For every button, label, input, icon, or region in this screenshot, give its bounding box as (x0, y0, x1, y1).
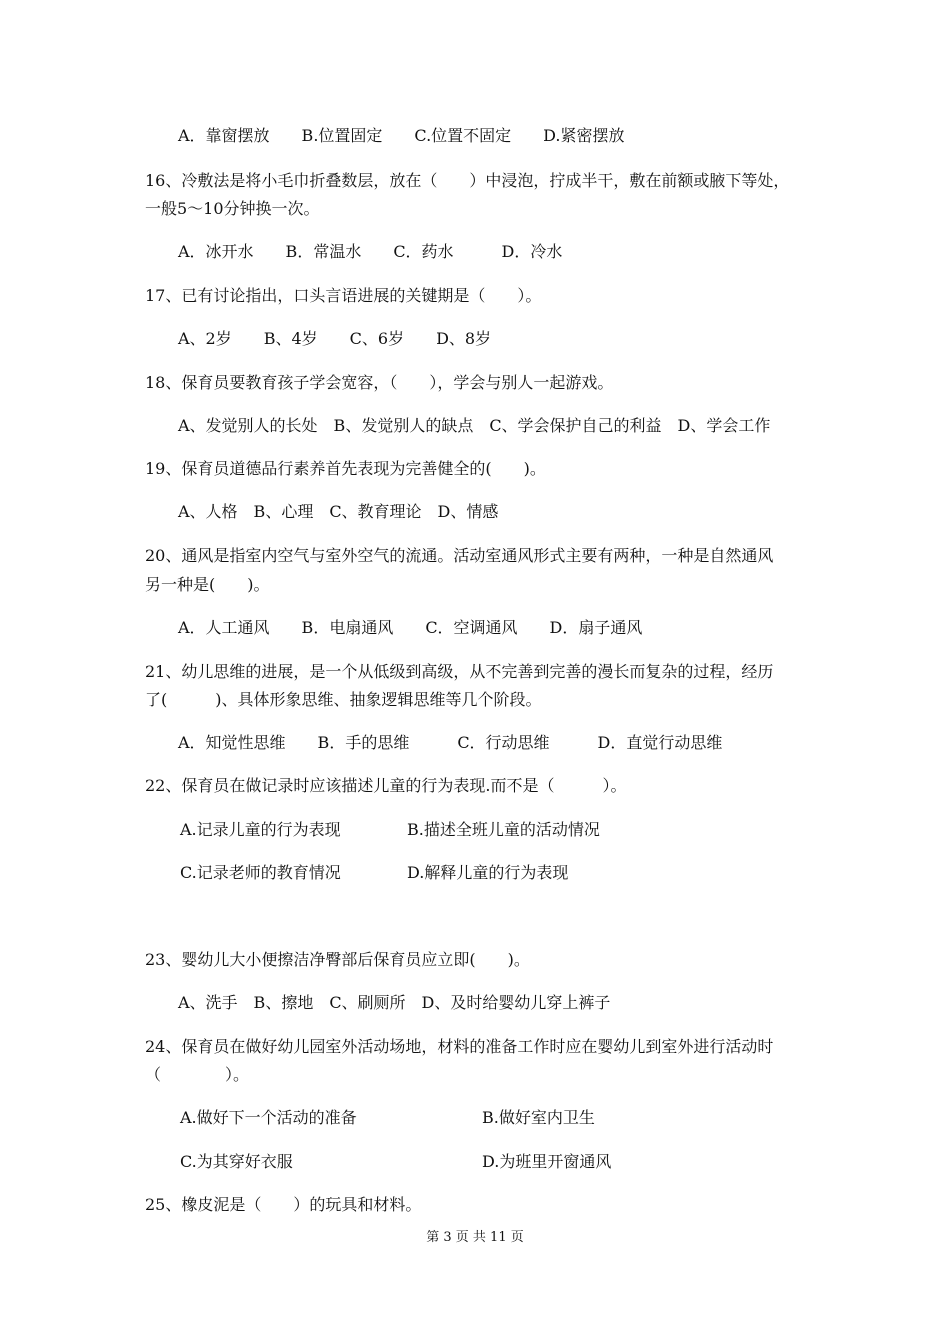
q24-stem: 24、保育员在做好幼儿园室外活动场地，材料的准备工作时应在婴幼儿到室外进行活动时 (145, 1037, 774, 1056)
q23-options: A、洗手 B、擦地 C、刷厕所 D、及时给婴幼儿穿上裤子 (178, 993, 611, 1012)
q24-stem-cont: （ ）。 (145, 1065, 250, 1084)
q21-options: A．知觉性思维 B．手的思维 C．行动思维 D．直觉行动思维 (178, 733, 723, 752)
q16-options: A．冰开水 B．常温水 C．药水 D．冷水 (178, 242, 563, 261)
q15-options: A．靠窗摆放 B.位置固定 C.位置不固定 D.紧密摆放 (178, 126, 625, 145)
q17-options: A、2岁 B、4岁 C、6岁 D、8岁 (178, 329, 492, 348)
q20-stem: 20、通风是指室内空气与室外空气的流通。活动室通风形式主要有两种，一种是自然通风 (145, 546, 774, 565)
q24-option-d: D.为班里开窗通风 (482, 1152, 612, 1171)
q22-option-c: C.记录老师的教育情况 (180, 863, 341, 882)
q24-option-c: C.为其穿好衣服 (180, 1152, 293, 1171)
q20-options: A．人工通风 B．电扇通风 C．空调通风 D．扇子通风 (178, 618, 643, 637)
q24-option-b: B.做好室内卫生 (482, 1108, 595, 1127)
q16-stem: 16、冷敷法是将小毛巾折叠数层，放在（ ）中浸泡，拧成半干，敷在前额或腋下等处， (145, 171, 790, 190)
q19-options: A、人格 B、心理 C、教育理论 D、情感 (178, 502, 499, 521)
q23-stem: 23、婴幼儿大小便擦洁净臀部后保育员应立即( )。 (145, 950, 530, 969)
q21-stem-cont: 了( )、具体形象思维、抽象逻辑思维等几个阶段。 (145, 690, 542, 709)
q19-stem: 19、保育员道德品行素养首先表现为完善健全的( )。 (145, 459, 546, 478)
q18-stem: 18、保育员要教育孩子学会宽容，（ ），学会与别人一起游戏。 (145, 373, 614, 392)
q22-option-b: B.描述全班儿童的活动情况 (407, 820, 600, 839)
q21-stem: 21、幼儿思维的进展，是一个从低级到高级，从不完善到完善的漫长而复杂的过程，经历 (145, 662, 774, 681)
q17-stem: 17、已有讨论指出，口头言语进展的关键期是（ ）。 (145, 286, 542, 305)
q22-option-a: A.记录儿童的行为表现 (180, 820, 341, 839)
page-footer: 第 3 页 共 11 页 (426, 1230, 524, 1245)
q25-stem: 25、橡皮泥是（ ）的玩具和材料。 (145, 1195, 422, 1214)
q24-option-a: A.做好下一个活动的准备 (180, 1108, 357, 1127)
q22-stem: 22、保育员在做记录时应该描述儿童的行为表现.而不是（ ）。 (145, 776, 627, 795)
q18-options: A、发觉别人的长处 B、发觉别人的缺点 C、学会保护自己的利益 D、学会工作 (178, 416, 771, 435)
q20-stem-cont: 另一种是( )。 (145, 575, 270, 594)
q22-option-d: D.解释儿童的行为表现 (407, 863, 569, 882)
q16-stem-cont: 一般5～10分钟换一次。 (145, 199, 320, 218)
